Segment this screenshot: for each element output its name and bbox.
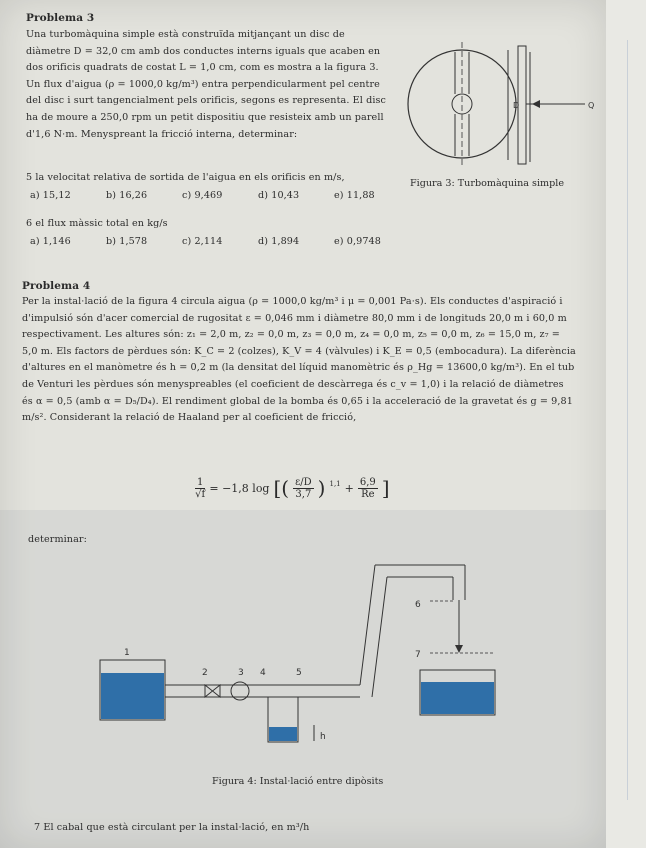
- q5-option-e: e) 11,88: [334, 190, 375, 201]
- determine-label: determinar:: [28, 534, 87, 545]
- problem3-paragraph: Una turbomàquina simple està construïda mitjançant un disc de diàmetre D = 32,0 cm amb dos conductes interns iguals que acaben en dos orificis quadrats de costat L = 1,0 cm, com es mostra a la figura 3. Un flux d'aigua (ρ = 1000,0 kg/m³) entra perpendicularment pel centre del disc i surt tangencialment pels orificis, segons es representa. El disc ha de moure a 250,0 rpm un petit dispositiu que resisteix amb un parell d'1,6 N·m. Menyspreant la fricció interna, determinar:: [26, 29, 386, 140]
- formula-bracket-close: ]: [381, 476, 390, 500]
- formula-b: [358, 477, 378, 500]
- question-6: 6 el flux màssic total en kg/s: [26, 218, 168, 229]
- formula-mid: = −1,8 log: [209, 481, 270, 495]
- problem4-title: Problema 4: [22, 280, 91, 292]
- formula-lhs-num: 1: [197, 476, 204, 488]
- side-view-shaft: [518, 46, 526, 164]
- formula-lhs-den: √f: [195, 488, 206, 500]
- q6-option-d: d) 1,894: [258, 236, 300, 247]
- q5-option-a: a) 15,12: [30, 190, 71, 201]
- formula-a-num: ε/D: [295, 476, 312, 488]
- discharge-pipe-left: [360, 565, 375, 685]
- formula-plus: +: [344, 481, 354, 495]
- q5-option-b: b) 16,26: [106, 190, 148, 201]
- haaland-formula: [195, 476, 390, 500]
- formula-a-den: 3,7: [295, 488, 312, 500]
- figure-3-turbomachine: [400, 22, 600, 182]
- jet-arrow: [455, 645, 463, 653]
- question-6-options: [30, 234, 410, 251]
- q5-option-d: d) 10,43: [258, 190, 300, 201]
- background-frame-line: [627, 40, 628, 800]
- label-7: 7: [415, 650, 421, 660]
- label-1: 1: [124, 648, 130, 658]
- q6-option-e: e) 0,9748: [334, 236, 381, 247]
- label-d: D: [513, 101, 520, 110]
- problem4-paragraph: Per la instal·lació de la figura 4 circula aigua (ρ = 1000,0 kg/m³ i μ = 0,001 Pa·s). Els conductes d'aspiració i d'impulsió són d'acer comercial de rugositat ε = 0,046 mm i diàmetre 80,0 mm i de longituds 20,0 m i 60,0 m respectivament. Les altures són: z₁ = 2,0 m, z₂ = 0,0 m, z₃ = 0,0 m, z₄ = 0,0 m, z₅ = 0,0 m, z₆ = 15,0 m, z₇ = 5,0 m. Els factors de pèrdues són: K_C = 2 (colzes), K_V = 4 (vàlvules) i K_E = 0,5 (embocadura). La diferència d'altures en el manòmetre és h = 0,2 m (la densitat del líquid manomètric és ρ_Hg = 13600,0 kg/m³). En el tub de Venturi les pèrdues són menyspreables (el coeficient de descàrrega és c_v = 1,0) i la relació de diàmetres és α = 0,5 (amb α = D₅/D₄). El rendiment global de la bomba és 0,65 i la acceleració de la gravetat és g = 9,81 m/s². Considerant la relació de Haaland per al coeficient de fricció,: [22, 296, 576, 424]
- tank-1-water: [101, 673, 164, 719]
- figure-4-caption: Figura 4: Instal·lació entre dipòsits: [212, 776, 384, 787]
- manometer-fluid: [269, 727, 297, 741]
- formula-b-den: Re: [361, 488, 375, 500]
- label-3: 3: [238, 668, 244, 678]
- formula-paren-close: ): [317, 476, 326, 500]
- figure-4-installation: [90, 545, 510, 770]
- question-7: 7 El cabal que està circulant per la instal·lació, en m³/h: [34, 822, 310, 833]
- formula-b-num: 6,9: [359, 476, 376, 488]
- discharge-pipe-right: [372, 577, 387, 697]
- label-5: 5: [296, 668, 302, 678]
- q6-option-c: c) 2,114: [182, 236, 223, 247]
- q6-option-b: b) 1,578: [106, 236, 148, 247]
- valve-icon: [205, 685, 220, 697]
- q5-option-c: c) 9,469: [182, 190, 223, 201]
- formula-a: [293, 477, 314, 500]
- formula-exponent: 1,1: [329, 480, 341, 488]
- label-h: h: [320, 732, 326, 742]
- label-6: 6: [415, 600, 421, 610]
- problem3-title: Problema 3: [26, 12, 95, 24]
- figure-3-caption: Figura 3: Turbomàquina simple: [410, 178, 564, 189]
- label-2: 2: [202, 668, 208, 678]
- label-4: 4: [260, 668, 266, 678]
- question-5: 5 la velocitat relativa de sortida de l'aigua en els orificis en m/s,: [26, 172, 345, 183]
- flow-arrow: [532, 100, 540, 108]
- question-5-options: [30, 188, 410, 205]
- label-q: Q: [588, 101, 595, 110]
- tank-7-water: [421, 682, 494, 714]
- formula-lhs: [195, 477, 205, 500]
- q6-option-a: a) 1,146: [30, 236, 71, 247]
- formula-bracket-open: [(: [273, 476, 290, 500]
